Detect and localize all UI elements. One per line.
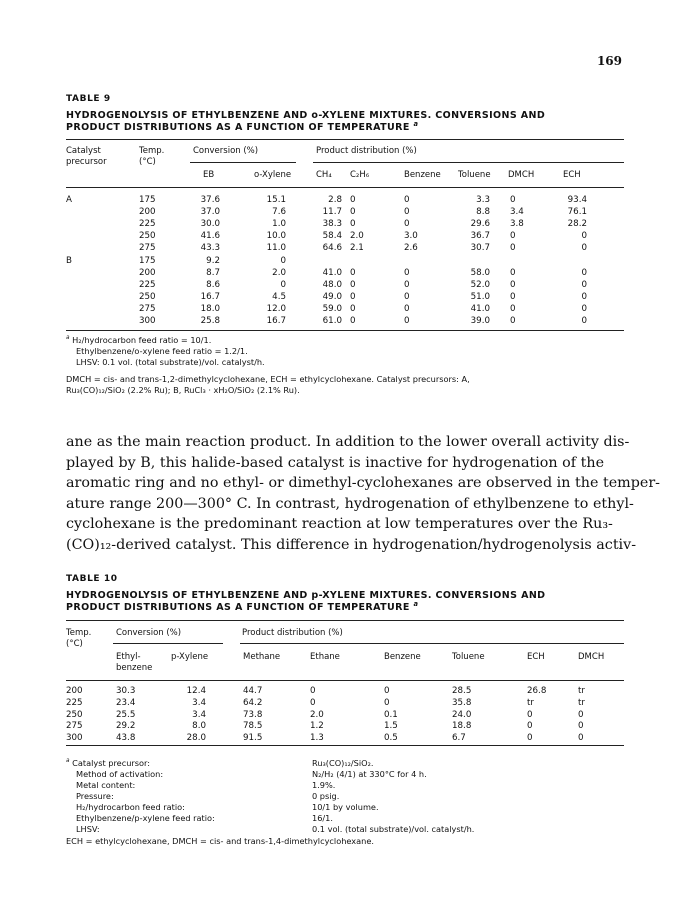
t10-cell-ethane: 0: [310, 697, 316, 708]
t9-footnote-a1: [66, 335, 211, 346]
t9-cell-benzene: 3.0: [404, 231, 418, 242]
t10-footnote-label-text: H₂/hydrocarbon feed ratio:: [76, 802, 185, 812]
t9-cell-toluene: 29.6: [470, 219, 490, 230]
t9-cell-eb: 18.0: [200, 303, 220, 314]
t10-header-conversion: Conversion (%): [116, 628, 182, 638]
t10-cell-temp: 250: [66, 709, 83, 720]
t10-cell-dmch: tr: [578, 697, 585, 708]
t10-cell-temp: 225: [66, 697, 83, 708]
t9-cell-eb: 8.6: [206, 279, 220, 290]
t9-cell-dmch: 0: [510, 291, 516, 302]
t9-cell-temp: 175: [139, 255, 156, 266]
t10-cell-dmch: 0: [578, 721, 584, 732]
t9-cell-c2h6: 0: [350, 267, 356, 278]
t9-header-temp-unit: (°C): [139, 157, 156, 167]
t9-cell-ech: 93.4: [567, 195, 587, 205]
t9-cell-benzene: 0: [404, 219, 410, 230]
t10-cell-benzene: 1.5: [384, 721, 398, 732]
t9-cell-c2h6: 0: [350, 291, 356, 302]
t9-cell-ch4: 49.0: [322, 291, 342, 302]
t9-cell-oxylene: 0: [280, 279, 286, 290]
t9-cell-c2h6: 0: [350, 207, 356, 218]
t9-cell-temp: 225: [139, 279, 156, 290]
t10-cell-toluene: 35.8: [452, 697, 472, 708]
table9-title-note: a: [413, 120, 419, 128]
t9-cell-oxylene: 2.0: [272, 267, 286, 278]
t10-footnote-label-text: Ethylbenzene/p-xylene feed ratio:: [76, 813, 215, 823]
table10-top-rule: [66, 620, 624, 621]
t10-footnote-label-text: LHSV:: [76, 824, 100, 834]
t10-cell-ethane: 1.2: [310, 721, 324, 732]
t10-footnote-label: [76, 813, 215, 824]
t10-cell-methane: 78.5: [243, 721, 263, 732]
t9-cell-ech: 0: [581, 279, 587, 290]
page-number: 169: [596, 54, 622, 68]
t9-cell-toluene: 51.0: [470, 291, 490, 302]
t9-cell-temp: 275: [139, 243, 156, 254]
t10-cell-pxylene: 8.0: [192, 721, 206, 732]
t9-header-eb: EB: [203, 170, 215, 180]
t9-cell-oxylene: 0: [280, 255, 286, 266]
t9-cell-benzene: 0: [404, 195, 410, 205]
t10-footnote-label: [76, 802, 185, 813]
t10-cell-methane: 44.7: [243, 686, 263, 696]
t10-header-benzene-sub: benzene: [116, 663, 153, 673]
t9-cell-ch4: 59.0: [322, 303, 342, 314]
table9-bottom-rule: [66, 330, 624, 331]
t9-cell-toluene: 36.7: [470, 231, 490, 242]
t9-cell-benzene: 2.6: [404, 243, 418, 254]
t10-cell-ech: 0: [527, 709, 533, 720]
t9-cell-temp: 275: [139, 303, 156, 314]
t9-cell-toluene: 52.0: [470, 279, 490, 290]
t9-cell-benzene: 0: [404, 267, 410, 278]
t9-cell-eb: 30.0: [200, 219, 220, 230]
t10-cell-ech: 0: [527, 721, 533, 732]
body-line-6: (CO)₁₂-derived catalyst. This difference in hydrogenation/hydrogenolysis activ-: [66, 536, 637, 553]
table10-bottom-rule: [66, 745, 624, 746]
t10-cell-toluene: 6.7: [452, 733, 466, 744]
t9-cell-ch4: 41.0: [322, 267, 342, 278]
body-line-4: ature range 200—300° C. In contrast, hydrogenation of ethylbenzene to ethyl-: [66, 495, 634, 512]
t9-cell-dmch: 0: [510, 243, 516, 254]
t10-cell-ethylbenzene: 23.4: [116, 697, 136, 708]
t9-cell-catalyst: B: [66, 255, 72, 266]
body-paragraph: [66, 432, 661, 555]
t9-cell-ech: 0: [581, 243, 587, 254]
t9-cell-dmch: 0: [510, 195, 516, 205]
t9-cell-temp: 225: [139, 219, 156, 230]
table9-title-line2: [66, 122, 626, 134]
t9-cell-ch4: 58.4: [322, 231, 342, 242]
body-line-2: played by B, this halide-based catalyst is inactive for hydrogenation of the: [66, 454, 605, 471]
t9-cell-ch4: 11.7: [322, 207, 342, 218]
table10-title-line2-text: PRODUCT DISTRIBUTIONS AS A FUNCTION OF TEMPERATURE: [66, 602, 410, 613]
table10-title: [66, 590, 626, 614]
t9-cell-benzene: 0: [404, 291, 410, 302]
t10-header-rule: [66, 680, 624, 681]
t9-footnote-a1-text: H₂/hydrocarbon feed ratio = 10/1.: [72, 335, 212, 345]
t9-cell-benzene: 0: [404, 279, 410, 290]
t9-cell-ech: 0: [581, 291, 587, 302]
t9-header-product-dist: Product distribution (%): [316, 146, 417, 156]
t9-cell-oxylene: 7.6: [272, 207, 286, 218]
t9-cell-oxylene: 16.7: [266, 316, 286, 326]
t9-cell-c2h6: 0: [350, 219, 356, 230]
t10-cell-benzene: 0.1: [384, 709, 398, 720]
t10-cell-toluene: 24.0: [452, 709, 472, 720]
t10-cell-ech: 26.8: [527, 686, 547, 696]
t9-cell-oxylene: 15.1: [266, 195, 286, 205]
t9-cell-benzene: 0: [404, 316, 410, 326]
t9-cell-dmch: 0: [510, 231, 516, 242]
t9-cell-c2h6: 0: [350, 316, 356, 326]
t10-footnote-label: [76, 780, 135, 791]
t9-cell-temp: 250: [139, 291, 156, 302]
t10-footnote-value: 10/1 by volume.: [312, 802, 379, 812]
t10-footnote-label-text: Method of activation:: [76, 769, 164, 779]
t9-cell-dmch: 3.4: [510, 207, 524, 218]
t9-cell-dmch: 0: [510, 303, 516, 314]
t9-cell-eb: 25.8: [200, 316, 220, 326]
t10-footnote-value: N₂/H₂ (4/1) at 330°C for 4 h.: [312, 769, 427, 779]
t10-cell-temp: 275: [66, 721, 83, 732]
t10-header-product-dist: Product distribution (%): [242, 628, 343, 638]
t10-header-temp-unit: (°C): [66, 639, 83, 649]
t9-cell-oxylene: 11.0: [266, 243, 286, 254]
t9-product-rule: [313, 162, 624, 163]
t9-cell-ch4: 38.3: [322, 219, 342, 230]
t10-header-methane: Methane: [243, 652, 281, 662]
t10-footnote-value: 1.9%.: [312, 780, 336, 790]
t10-cell-temp: 300: [66, 733, 83, 744]
t9-cell-ech: 76.1: [567, 207, 587, 218]
t10-footnote-last: ECH = ethylcyclohexane, DMCH = cis- and trans-1,4-dimethylcyclohexane.: [66, 836, 374, 846]
t9-cell-benzene: 0: [404, 303, 410, 314]
t9-cell-temp: 200: [139, 267, 156, 278]
t9-cell-ech: 0: [581, 231, 587, 242]
body-line-3: aromatic ring and no ethyl- or dimethyl-cyclohexanes are observed in the temper-: [66, 475, 661, 491]
t9-cell-toluene: 30.7: [470, 243, 490, 254]
t9-header-oxylene: o-Xylene: [254, 170, 292, 180]
t9-footnote-dmch1: DMCH = cis- and trans-1,2-dimethylcyclohexane, ECH = ethylcyclohexane. Catalyst precursors: A,: [66, 374, 470, 384]
t10-cell-ech: 0: [527, 733, 533, 744]
table9-title-line1: HYDROGENOLYSIS OF ETHYLBENZENE AND o-XYLENE MIXTURES. CONVERSIONS AND: [66, 110, 546, 121]
t9-footnote-dmch2: Ru₃(CO)₁₂/SiO₂ (2.2% Ru); B, RuCl₃ · xH₂O/SiO₂ (2.1% Ru).: [66, 385, 300, 395]
t9-conversion-rule: [190, 162, 296, 163]
t9-cell-temp: 200: [139, 207, 156, 218]
t10-header-benzene: Benzene: [384, 652, 421, 662]
t9-cell-eb: 43.3: [200, 243, 220, 254]
t10-cell-benzene: 0: [384, 697, 390, 708]
t10-cell-dmch: 0: [578, 709, 584, 720]
t10-header-ech: ECH: [527, 652, 545, 662]
t10-cell-pxylene: 3.4: [192, 709, 206, 720]
t9-header-precursor: precursor: [66, 157, 107, 167]
t9-cell-oxylene: 10.0: [266, 231, 286, 242]
t9-cell-c2h6: 0: [350, 303, 356, 314]
t10-cell-ethane: 2.0: [310, 709, 324, 720]
t9-header-toluene: Toluene: [458, 170, 491, 180]
t10-footnote-label-text: Pressure:: [76, 791, 114, 801]
table10-title-line2: [66, 602, 626, 614]
t10-cell-methane: 91.5: [243, 733, 263, 744]
t10-footnote-label-text: Metal content:: [76, 780, 136, 790]
table10-title-line1: HYDROGENOLYSIS OF ETHYLBENZENE AND p-XYLENE MIXTURES. CONVERSIONS AND: [66, 590, 546, 601]
t10-cell-ethylbenzene: 29.2: [116, 721, 136, 732]
t10-header-ethane: Ethane: [310, 652, 340, 662]
t10-header-dmch: DMCH: [578, 652, 605, 662]
t10-cell-benzene: 0.5: [384, 733, 398, 744]
t10-cell-ethylbenzene: 43.8: [116, 733, 136, 744]
t10-footnote-label: [76, 791, 114, 802]
t9-header-catalyst: Catalyst: [66, 146, 101, 156]
table9-label: TABLE 9: [66, 94, 111, 104]
t9-cell-ech: 0: [581, 267, 587, 278]
t9-cell-ch4: 48.0: [322, 279, 342, 290]
t9-cell-benzene: 0: [404, 207, 410, 218]
table10-label: TABLE 10: [66, 574, 118, 584]
body-line-1: ane as the main reaction product. In addition to the lower overall activity dis-: [66, 434, 630, 450]
t10-header-toluene: Toluene: [452, 652, 485, 662]
t9-cell-toluene: 58.0: [470, 267, 490, 278]
t10-cell-methane: 64.2: [243, 697, 263, 708]
t9-header-ch4: CH₄: [316, 170, 332, 180]
t9-cell-oxylene: 4.5: [272, 291, 286, 302]
t10-cell-ethane: 0: [310, 686, 316, 696]
t9-cell-oxylene: 12.0: [266, 303, 286, 314]
t9-cell-temp: 175: [139, 195, 156, 205]
t10-cell-toluene: 18.8: [452, 721, 472, 732]
t10-cell-ethylbenzene: 30.3: [116, 686, 136, 696]
t10-cell-benzene: 0: [384, 686, 390, 696]
t10-header-temp: Temp.: [66, 628, 92, 638]
t9-cell-c2h6: 2.0: [350, 231, 364, 242]
t10-footnote-value: 0 psig.: [312, 791, 340, 801]
t10-header-pxylene: p-Xylene: [171, 652, 209, 662]
t10-cell-dmch: tr: [578, 686, 585, 696]
t9-cell-eb: 37.6: [200, 195, 220, 205]
t10-cell-temp: 200: [66, 686, 83, 696]
t10-cell-pxylene: 12.4: [186, 686, 206, 696]
t9-cell-ech: 0: [581, 303, 587, 314]
t9-cell-dmch: 0: [510, 267, 516, 278]
t10-footnote-value: 16/1.: [312, 813, 333, 823]
t9-cell-toluene: 3.3: [476, 195, 490, 205]
t10-header-ethyl: Ethyl-: [116, 652, 141, 662]
body-line-5: cyclohexane is the predominant reaction at low temperatures over the Ru₃-: [66, 516, 613, 532]
t9-footnote-a3: LHSV: 0.1 vol. (total substrate)/vol. catalyst/h.: [76, 357, 265, 367]
t9-cell-dmch: 0: [510, 279, 516, 290]
t9-cell-toluene: 8.8: [476, 207, 490, 218]
t9-header-ech: ECH: [563, 170, 581, 180]
t9-cell-toluene: 39.0: [470, 316, 490, 326]
t9-cell-ech: 0: [581, 316, 587, 326]
t10-footnote-label: [76, 769, 163, 780]
t10-cell-toluene: 28.5: [452, 686, 472, 696]
table10-title-note: a: [413, 600, 419, 608]
t10-cell-pxylene: 3.4: [192, 697, 206, 708]
t9-cell-ch4: 64.6: [322, 243, 342, 254]
t9-cell-oxylene: 1.0: [272, 219, 286, 230]
t9-cell-ech: 28.2: [567, 219, 587, 230]
t9-cell-toluene: 41.0: [470, 303, 490, 314]
t10-cell-ethane: 1.3: [310, 733, 324, 744]
t9-cell-catalyst: A: [66, 195, 72, 205]
t9-header-rule: [66, 187, 624, 188]
t9-header-temp: Temp.: [139, 146, 165, 156]
t9-cell-eb: 16.7: [200, 291, 220, 302]
t10-product-rule: [240, 643, 624, 644]
t10-cell-ethylbenzene: 25.5: [116, 709, 136, 720]
t9-header-dmch: DMCH: [508, 170, 535, 180]
t9-cell-c2h6: 0: [350, 195, 356, 205]
t9-header-benzene: Benzene: [404, 170, 441, 180]
table9-title: [66, 110, 626, 134]
t9-cell-temp: 300: [139, 316, 156, 326]
t9-footnote-marker: a: [66, 335, 70, 341]
t9-footnote-a2: Ethylbenzene/o-xylene feed ratio = 1.2/1.: [76, 346, 248, 356]
t10-footnote-value: 0.1 vol. (total substrate)/vol. catalyst/h.: [312, 824, 475, 834]
t9-cell-c2h6: 0: [350, 279, 356, 290]
t10-cell-pxylene: 28.0: [186, 733, 206, 744]
t10-conversion-rule: [113, 643, 223, 644]
t10-cell-ech: tr: [527, 697, 534, 708]
t9-header-conversion: Conversion (%): [193, 146, 259, 156]
t10-cell-dmch: 0: [578, 733, 584, 744]
t9-header-c2h6: C₂H₆: [350, 170, 370, 180]
table9-top-rule: [66, 139, 624, 140]
t9-cell-dmch: 0: [510, 316, 516, 326]
t9-cell-eb: 41.6: [200, 231, 220, 242]
t9-cell-c2h6: 2.1: [350, 243, 364, 254]
table9-title-line2-text: PRODUCT DISTRIBUTIONS AS A FUNCTION OF TEMPERATURE: [66, 122, 410, 133]
t10-footnote-label: [66, 758, 150, 769]
t9-cell-dmch: 3.8: [510, 219, 524, 230]
t10-footnote-value: Ru₃(CO)₁₂/SiO₂.: [312, 758, 374, 768]
t9-cell-eb: 9.2: [206, 255, 220, 266]
t9-cell-eb: 8.7: [206, 267, 220, 278]
t10-footnote-marker: a: [66, 758, 70, 764]
t10-footnote-label-text: Catalyst precursor:: [72, 758, 151, 768]
t9-cell-ch4: 2.8: [328, 195, 342, 205]
t9-cell-eb: 37.0: [200, 207, 220, 218]
t9-cell-temp: 250: [139, 231, 156, 242]
t10-cell-methane: 73.8: [243, 709, 263, 720]
t10-footnote-label: [76, 824, 100, 835]
t9-cell-ch4: 61.0: [322, 316, 342, 326]
